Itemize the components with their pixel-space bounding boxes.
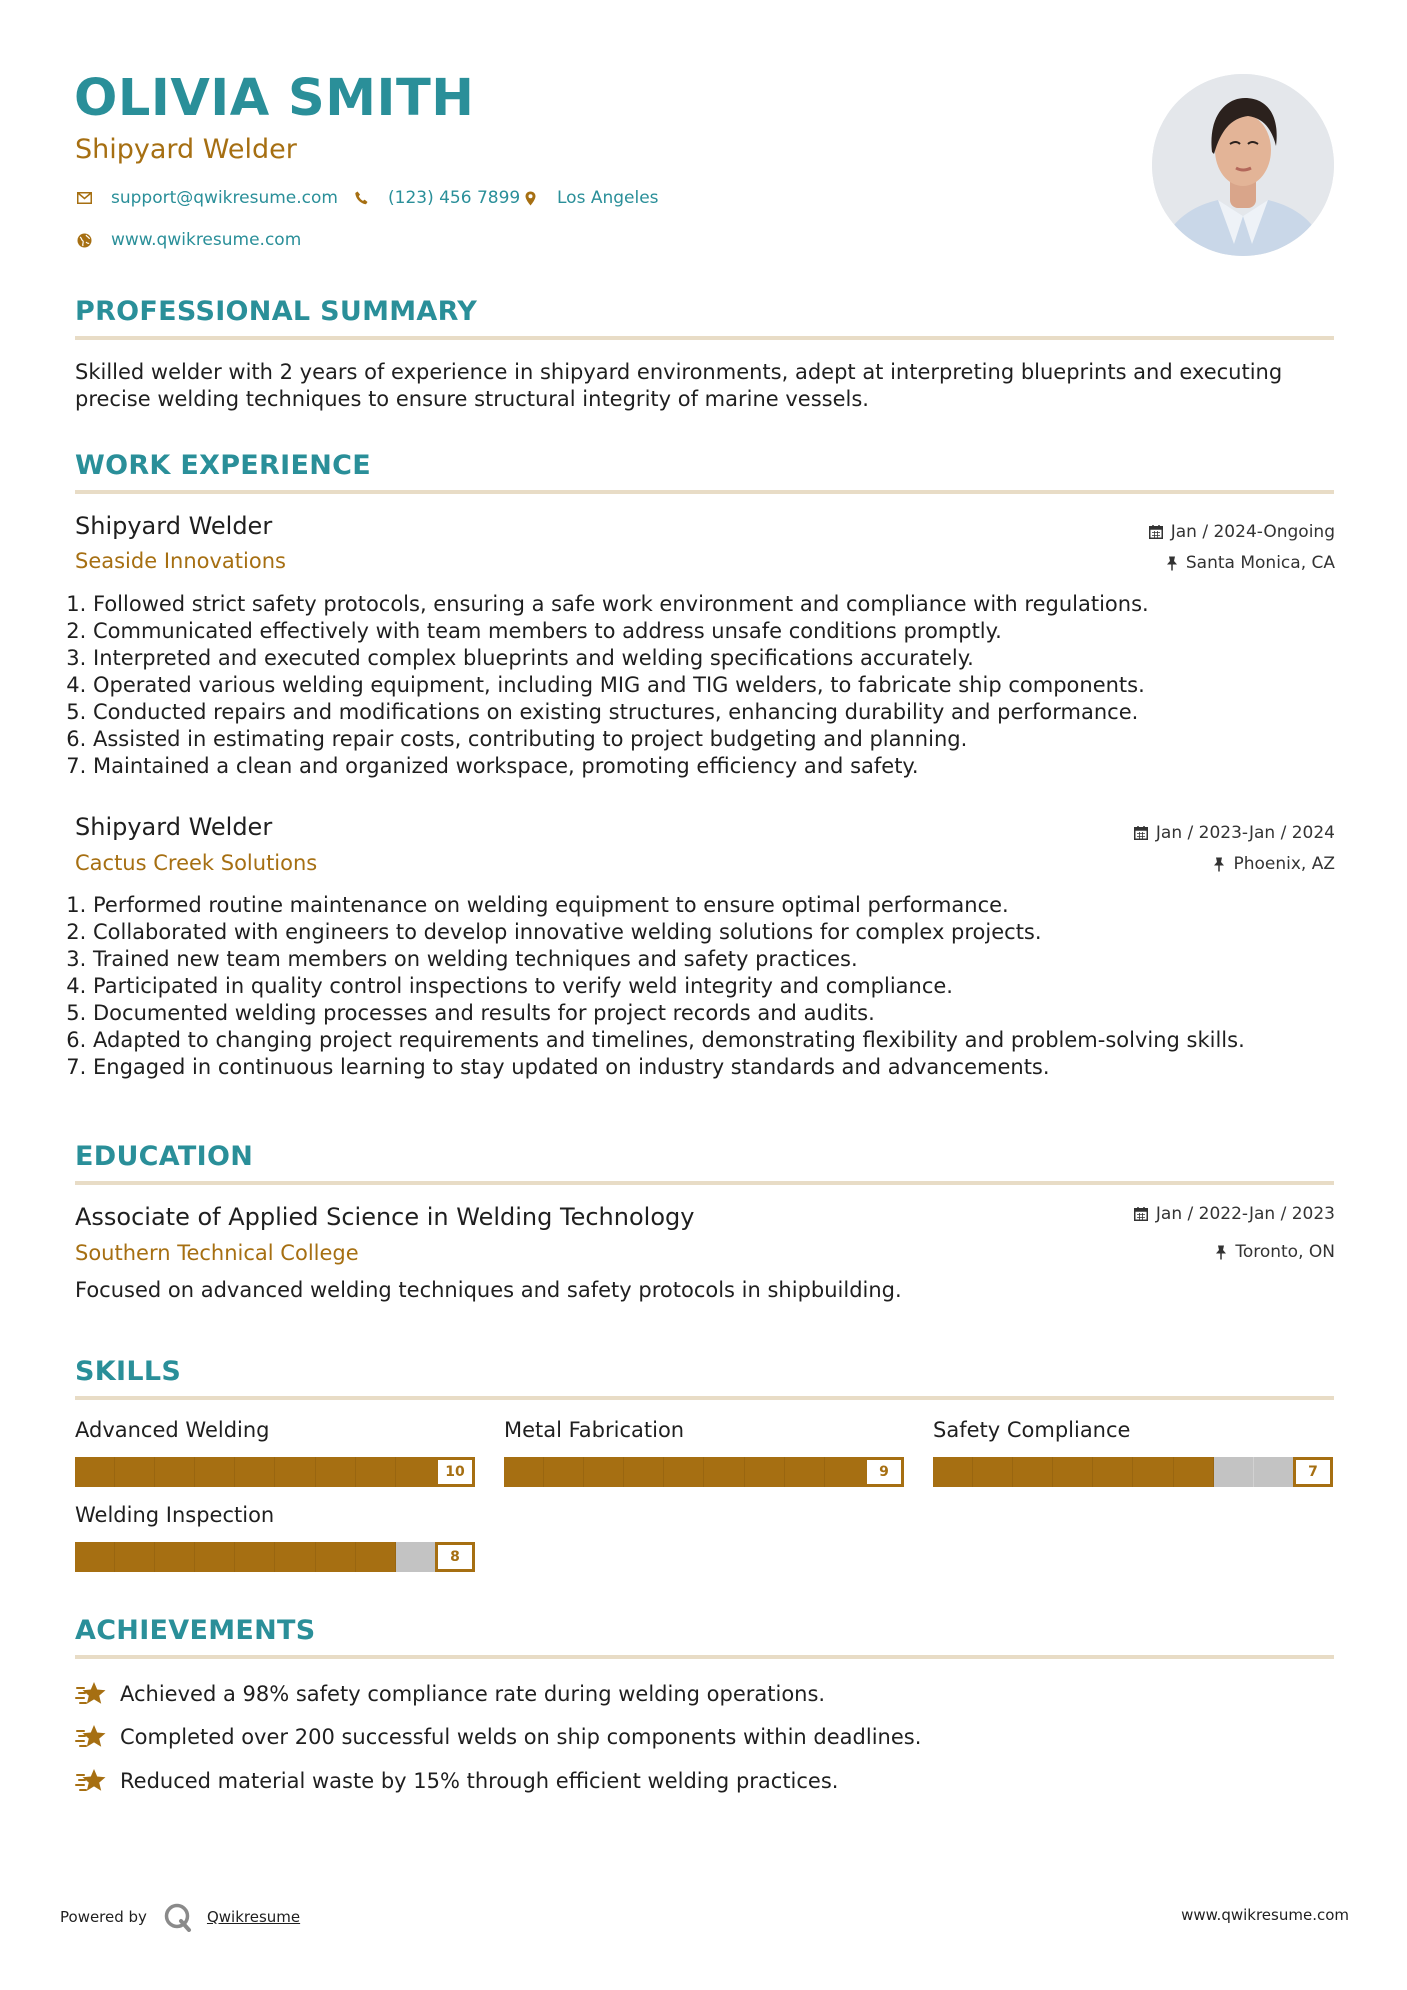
website-link[interactable]: www.qwikresume.com xyxy=(111,230,302,250)
skill-bar-segment xyxy=(275,1457,315,1487)
skill-bar-segment xyxy=(316,1457,356,1487)
star-icon xyxy=(75,1766,107,1796)
summary-divider xyxy=(75,336,1334,340)
job-location-text: Santa Monica, CA xyxy=(1185,553,1335,573)
footer-powered-by xyxy=(60,1902,300,1932)
job-dates-text: Jan / 2024-Ongoing xyxy=(1170,522,1335,542)
duty-item: 7. Maintained a clean and organized workspace, promoting efficiency and safety. xyxy=(93,753,1363,780)
pushpin-icon xyxy=(1166,556,1178,571)
education-location-text: Toronto, ON xyxy=(1235,1242,1335,1262)
skill-score: 9 xyxy=(864,1457,904,1487)
skill-name: Advanced Welding xyxy=(75,1418,270,1442)
education-heading: EDUCATION xyxy=(75,1141,254,1172)
duty-item: 4. Operated various welding equipment, including MIG and TIG welders, to fabricate ship components. xyxy=(93,672,1363,699)
duty-item: 3. Interpreted and executed complex blueprints and welding specifications accurately. xyxy=(93,645,1363,672)
skill-bar-segment xyxy=(973,1457,1013,1487)
skill-bar-segment xyxy=(356,1457,396,1487)
achievement-text: Achieved a 98% safety compliance rate during welding operations. xyxy=(120,1682,826,1706)
duty-item: 1. Followed strict safety protocols, ensuring a safe work environment and compliance with regulations. xyxy=(93,591,1363,618)
skill-bar-segment xyxy=(155,1542,195,1572)
skill-bar-segment xyxy=(785,1457,825,1487)
skill-name: Welding Inspection xyxy=(75,1503,275,1527)
job-duties-list xyxy=(75,892,1363,1081)
education-dates xyxy=(1134,1204,1335,1224)
powered-by-label: Powered by xyxy=(60,1908,147,1926)
company-name: Cactus Creek Solutions xyxy=(75,851,318,875)
skill-bar-segment xyxy=(275,1542,315,1572)
skill-bar-segment xyxy=(1254,1457,1294,1487)
contact-location xyxy=(521,188,659,208)
skill-bar-segment xyxy=(745,1457,785,1487)
duty-item: 6. Assisted in estimating repair costs, contributing to project budgeting and planning. xyxy=(93,726,1363,753)
skill-bar xyxy=(933,1457,1333,1487)
candidate-role: Shipyard Welder xyxy=(75,134,297,165)
experience-divider xyxy=(75,490,1334,494)
school-name: Southern Technical College xyxy=(75,1241,359,1265)
skill-bar-segment xyxy=(825,1457,865,1487)
summary-text: Skilled welder with 2 years of experience in shipyard environments, adept at interpreting blueprints and executing precise welding techniques to ensure structural integrity of marine vessels. xyxy=(75,360,1283,411)
contact-website[interactable] xyxy=(75,230,301,250)
job-duties-list xyxy=(75,591,1363,780)
qwikresume-link[interactable]: Qwikresume xyxy=(206,1908,301,1926)
job-dates-text: Jan / 2023-Jan / 2024 xyxy=(1155,823,1335,843)
achievement-item xyxy=(75,1766,838,1796)
skill-bar-segment xyxy=(75,1542,115,1572)
skill-bar-segment xyxy=(664,1457,704,1487)
skill-item xyxy=(504,1418,904,1487)
skill-score: 10 xyxy=(435,1457,475,1487)
duty-item: 1. Performed routine maintenance on welding equipment to ensure optimal performance. xyxy=(93,892,1363,919)
skill-bar xyxy=(75,1542,475,1572)
skill-bar-segment xyxy=(1053,1457,1093,1487)
skill-bar-segment xyxy=(356,1542,396,1572)
skill-name: Metal Fabrication xyxy=(504,1418,685,1442)
achievement-text: Reduced material waste by 15% through efficient welding practices. xyxy=(120,1769,839,1793)
duty-item: 3. Trained new team members on welding techniques and safety practices. xyxy=(93,946,1363,973)
skill-item xyxy=(75,1503,475,1572)
footer-website[interactable]: www.qwikresume.com xyxy=(1181,1906,1349,1924)
phone-number: (123) 456 7899 xyxy=(388,188,521,208)
skill-bar-segment xyxy=(235,1542,275,1572)
skill-bar-segment xyxy=(544,1457,584,1487)
globe-icon xyxy=(75,233,93,248)
skill-bar xyxy=(504,1457,904,1487)
skill-bar-segment xyxy=(1174,1457,1214,1487)
contact-email[interactable] xyxy=(75,188,338,208)
skill-score: 7 xyxy=(1293,1457,1333,1487)
skill-bar-segment xyxy=(195,1457,235,1487)
pushpin-icon xyxy=(1215,1245,1227,1260)
skill-bar-segment xyxy=(115,1457,155,1487)
skill-bar-segment xyxy=(316,1542,356,1572)
skill-bar-segment xyxy=(155,1457,195,1487)
summary-heading: PROFESSIONAL SUMMARY xyxy=(75,296,478,327)
education-divider xyxy=(75,1181,1334,1185)
job-location xyxy=(1213,854,1335,874)
duty-item: 4. Participated in quality control inspections to verify weld integrity and compliance. xyxy=(93,973,1363,1000)
education-location xyxy=(1215,1242,1335,1262)
skill-item xyxy=(75,1418,475,1487)
duty-item: 6. Adapted to changing project requirements and timelines, demonstrating flexibility and problem-solving skills. xyxy=(93,1027,1363,1054)
skill-bar-segment xyxy=(704,1457,744,1487)
star-icon xyxy=(75,1679,107,1709)
skill-score: 8 xyxy=(435,1542,475,1572)
skill-bar-segment xyxy=(1013,1457,1053,1487)
experience-heading: WORK EXPERIENCE xyxy=(75,450,371,481)
skill-bar-segment xyxy=(624,1457,664,1487)
profile-photo xyxy=(1152,74,1334,256)
calendar-icon xyxy=(1149,525,1163,539)
duty-item: 2. Collaborated with engineers to develop innovative welding solutions for complex projects. xyxy=(93,919,1363,946)
education-dates-text: Jan / 2022-Jan / 2023 xyxy=(1155,1204,1335,1224)
skill-bar-segment xyxy=(504,1457,544,1487)
envelope-icon xyxy=(75,192,93,204)
company-name: Seaside Innovations xyxy=(75,549,286,573)
skill-bar-segment xyxy=(584,1457,624,1487)
calendar-icon xyxy=(1134,1207,1148,1221)
job-title: Shipyard Welder xyxy=(75,512,273,540)
achievement-item xyxy=(75,1722,921,1752)
skill-bar-segment xyxy=(75,1457,115,1487)
education-description: Focused on advanced welding techniques and safety protocols in shipbuilding. xyxy=(75,1278,902,1302)
qwikresume-logo-icon xyxy=(163,1902,193,1932)
job-dates xyxy=(1149,522,1335,542)
achievement-item xyxy=(75,1679,825,1709)
skill-name: Safety Compliance xyxy=(933,1418,1131,1442)
map-marker-icon xyxy=(521,191,539,206)
skill-bar-segment xyxy=(1133,1457,1173,1487)
job-title: Shipyard Welder xyxy=(75,813,273,841)
candidate-name: OLIVIA SMITH xyxy=(74,69,475,128)
skill-bar-segment xyxy=(933,1457,973,1487)
skill-bar-segment xyxy=(396,1542,436,1572)
skill-bar-segment xyxy=(1214,1457,1254,1487)
contact-phone[interactable] xyxy=(352,188,520,208)
star-icon xyxy=(75,1722,107,1752)
calendar-icon xyxy=(1134,826,1148,840)
duty-item: 5. Conducted repairs and modifications on existing structures, enhancing durability and performance. xyxy=(93,699,1363,726)
achievement-text: Completed over 200 successful welds on ship components within deadlines. xyxy=(120,1725,922,1749)
location-text: Los Angeles xyxy=(557,188,659,208)
skill-bar-segment xyxy=(235,1457,275,1487)
skill-bar-segment xyxy=(1093,1457,1133,1487)
duty-item: 5. Documented welding processes and results for project records and audits. xyxy=(93,1000,1363,1027)
job-location xyxy=(1166,553,1335,573)
skills-divider xyxy=(75,1396,1334,1400)
skill-bar-segment xyxy=(396,1457,436,1487)
duty-item: 7. Engaged in continuous learning to stay updated on industry standards and advancements. xyxy=(93,1054,1363,1081)
degree-title: Associate of Applied Science in Welding Technology xyxy=(75,1203,695,1231)
job-dates xyxy=(1134,823,1335,843)
skill-bar xyxy=(75,1457,475,1487)
skills-heading: SKILLS xyxy=(75,1356,182,1387)
skill-bar-segment xyxy=(195,1542,235,1572)
achievements-divider xyxy=(75,1655,1334,1659)
pushpin-icon xyxy=(1213,857,1225,872)
duty-item: 2. Communicated effectively with team members to address unsafe conditions promptly. xyxy=(93,618,1363,645)
skill-bar-segment xyxy=(115,1542,155,1572)
skill-item xyxy=(933,1418,1333,1487)
achievements-heading: ACHIEVEMENTS xyxy=(75,1615,316,1646)
email-link[interactable]: support@qwikresume.com xyxy=(111,188,338,208)
phone-icon xyxy=(352,191,370,205)
job-location-text: Phoenix, AZ xyxy=(1233,854,1335,874)
